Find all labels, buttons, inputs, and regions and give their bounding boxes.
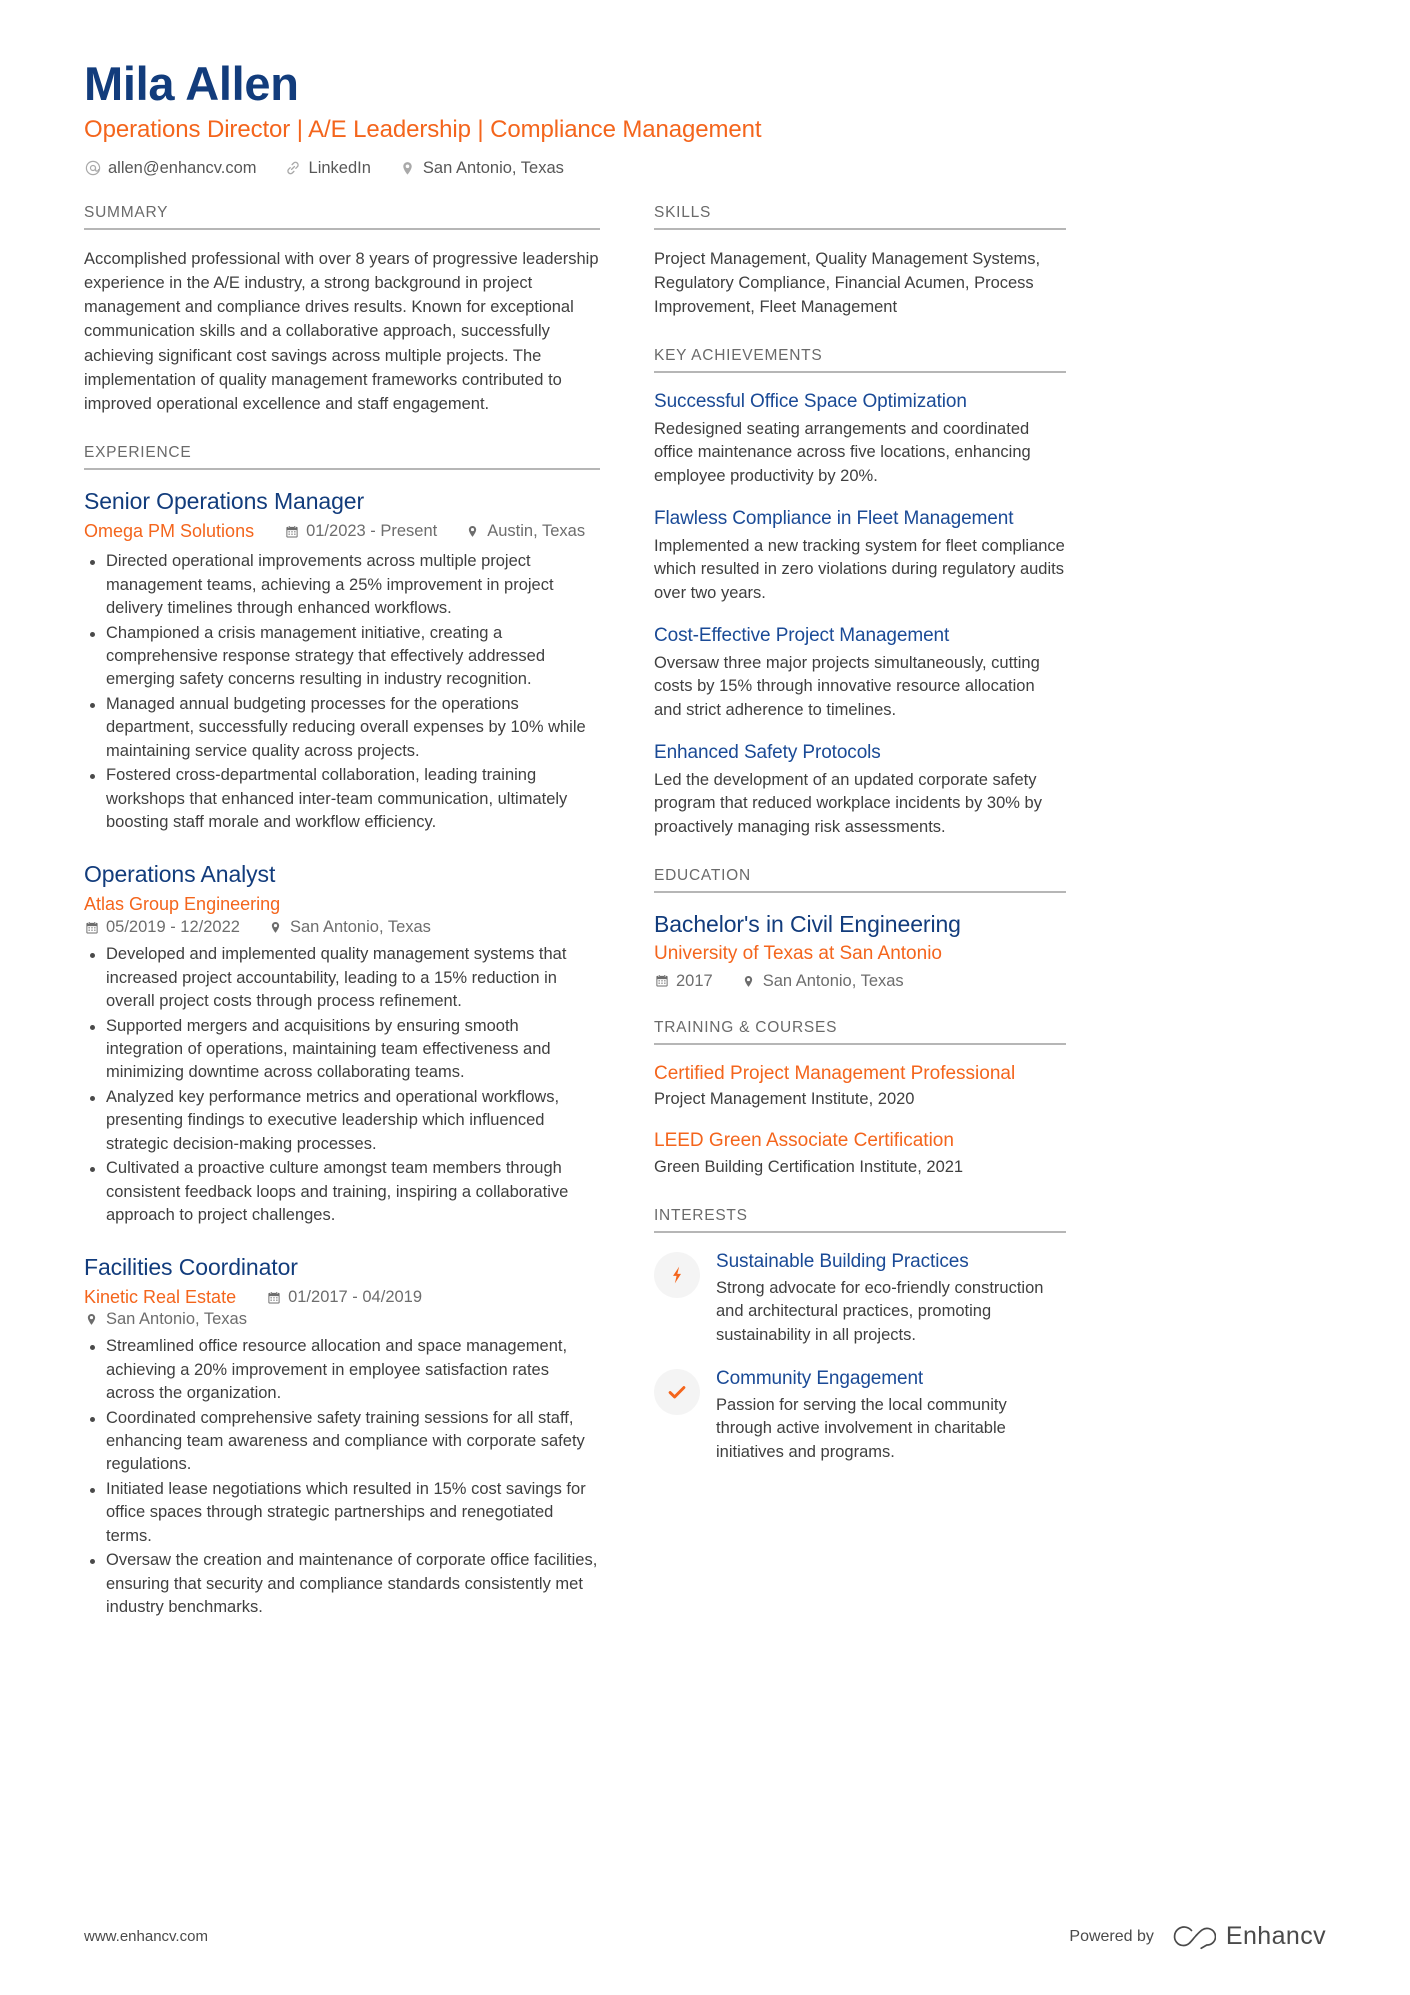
interest-item [654, 1367, 1066, 1464]
section-title-experience: EXPERIENCE [84, 444, 600, 470]
contact-location-label: San Antonio, Texas [422, 158, 564, 177]
job-bullet: Analyzed key performance metrics and operational workflows, presenting findings to executive leadership which influenced strategic decision-making processes. [84, 1086, 600, 1156]
job-location [268, 918, 431, 937]
enhancv-logo [1170, 1922, 1326, 1951]
course-name: LEED Green Associate Certification [654, 1130, 954, 1152]
job-bullets [84, 1335, 600, 1619]
job-bullet: Developed and implemented quality management systems that increased project accountability, leading to a 15% reduction in overall project costs through process refinement. [84, 943, 600, 1013]
check-mark-icon [654, 1369, 700, 1415]
achievement-item [654, 741, 1066, 839]
location-pin-icon [465, 524, 480, 539]
job-location-label: Austin, Texas [487, 522, 586, 541]
right-column [654, 204, 1066, 1492]
job-title: Operations Analyst [84, 861, 276, 888]
footer-branding [1069, 1922, 1326, 1951]
resume-columns [84, 204, 1326, 1648]
education-location [741, 972, 904, 991]
section-title-skills: SKILLS [654, 204, 1066, 230]
interest-title: Community Engagement [716, 1368, 924, 1390]
achievement-desc: Implemented a new tracking system for fleet compliance which resulted in zero violations during regulatory audits over two years. [654, 537, 1065, 602]
job-bullet: Supported mergers and acquisitions by ensuring smooth integration of operations, maintaining team effectiveness and minimizing downtime across collaborating teams. [84, 1015, 600, 1085]
education-entry [654, 910, 1066, 990]
job-bullet: Championed a crisis management initiative, creating a comprehensive response strategy that effectively addressed emerging safety concerns resulting in industry recognition. [84, 622, 600, 692]
section-title-summary: SUMMARY [84, 204, 600, 230]
interest-body [716, 1367, 1066, 1464]
achievement-title: Successful Office Space Optimization [654, 391, 967, 413]
job-company: Omega PM Solutions [84, 521, 255, 542]
job-bullets [84, 943, 600, 1227]
job-dates [284, 522, 437, 541]
candidate-name: Mila Allen [84, 57, 299, 110]
interest-desc: Strong advocate for eco-friendly construction and architectural practices, promoting sustainability in all projects. [716, 1278, 1044, 1344]
section-title-interests: INTERESTS [654, 1207, 1066, 1233]
job-meta-line [84, 918, 600, 937]
footer-website-url[interactable]: www.enhancv.com [84, 1928, 208, 1945]
section-experience [84, 444, 600, 1619]
job-dates-label: 01/2023 - Present [306, 522, 438, 541]
calendar-icon [266, 1290, 281, 1305]
contact-linkedin-label: LinkedIn [308, 158, 371, 177]
skills-text: Project Management, Quality Management Systems, Regulatory Compliance, Financial Acumen, Process Improvement, Fleet Management [654, 249, 1041, 317]
achievement-desc: Redesigned seating arrangements and coordinated office maintenance across five locations, enhancing employee productivity by 20%. [654, 420, 1031, 485]
at-icon [84, 160, 101, 177]
education-degree: Bachelor's in Civil Engineering [654, 911, 961, 938]
calendar-icon [84, 920, 99, 935]
section-key-achievements [654, 347, 1066, 839]
interest-title: Sustainable Building Practices [716, 1251, 969, 1273]
job-bullet: Cultivated a proactive culture amongst team members through consistent feedback loops and training, inspiring a collaborative approach to project challenges. [84, 1157, 600, 1227]
contact-row [84, 159, 1326, 178]
job-bullet: Streamlined office resource allocation and space management, achieving a 20% improvement in employee satisfaction rates across the organization. [84, 1335, 600, 1405]
section-title-achievements: KEY ACHIEVEMENTS [654, 347, 1066, 373]
job-location-label: San Antonio, Texas [289, 918, 431, 937]
section-title-training: TRAINING & COURSES [654, 1019, 1066, 1045]
job-dates-label: 05/2019 - 12/2022 [106, 918, 240, 937]
page-footer [84, 1922, 1326, 1951]
job-bullet: Fostered cross-departmental collaboration, leading training workshops that enhanced inter-team communication, ultimately boosting staff morale and workflow efficiency. [84, 764, 600, 834]
education-meta [654, 972, 1066, 991]
calendar-icon [284, 524, 299, 539]
job-company: Kinetic Real Estate [84, 1287, 237, 1308]
education-dates-label: 2017 [676, 971, 713, 990]
job-location-label: San Antonio, Texas [106, 1310, 247, 1329]
location-pin-icon [741, 974, 756, 989]
job-title: Facilities Coordinator [84, 1254, 298, 1281]
course-name: Certified Project Management Professional [654, 1062, 1016, 1084]
enhancv-wordmark: Enhancv [1225, 1922, 1326, 1950]
job-dates-label: 01/2017 - 04/2019 [288, 1288, 423, 1307]
section-training-courses [654, 1019, 1066, 1180]
section-education [654, 867, 1066, 990]
experience-entry [84, 860, 600, 1227]
location-pin-icon [84, 1312, 99, 1327]
contact-email-label: allen@enhancv.com [108, 158, 257, 177]
powered-by-label: Powered by [1069, 1927, 1154, 1945]
section-interests [654, 1207, 1066, 1464]
education-school: University of Texas at San Antonio [654, 942, 942, 964]
section-skills [654, 204, 1066, 320]
enhancv-mark-icon [1170, 1924, 1216, 1950]
calendar-icon [654, 974, 669, 989]
education-location-label: San Antonio, Texas [762, 971, 904, 990]
job-title: Senior Operations Manager [84, 488, 365, 515]
achievement-desc: Oversaw three major projects simultaneously, cutting costs by 15% through innovative resource allocation and strict adherence to timelines. [654, 653, 1040, 719]
achievement-title: Cost-Effective Project Management [654, 625, 950, 647]
job-dates [266, 1288, 422, 1307]
experience-entry [84, 487, 600, 834]
course-item [654, 1129, 1066, 1179]
interest-desc: Passion for serving the local community through active involvement in charitable initiatives and programs. [716, 1395, 1007, 1461]
job-meta [84, 519, 600, 544]
location-pin-icon [399, 160, 416, 177]
achievement-title: Flawless Compliance in Fleet Management [654, 508, 1014, 530]
lightning-bolt-icon [654, 1252, 700, 1298]
job-bullets [84, 550, 600, 834]
job-location [84, 1310, 247, 1329]
achievement-title: Enhanced Safety Protocols [654, 742, 881, 764]
left-column [84, 204, 600, 1648]
job-bullet: Directed operational improvements across multiple project management teams, achieving a 25% improvement in project delivery timelines through enhanced workflows. [84, 550, 600, 620]
achievement-desc: Led the development of an updated corporate safety program that reduced workplace incidents by 30% by proactively managing risk assessments. [654, 770, 1042, 836]
summary-text: Accomplished professional with over 8 years of progressive leadership experience in the A/E industry, a strong background in project management and compliance drives results. Known for exceptional communication skills and a collaborative approach, successfully achieving significant cost savings across multiple projects. The implementation of quality management frameworks contributed to improved operational excellence and staff engagement. [84, 249, 599, 414]
job-dates [84, 918, 240, 937]
resume-header [84, 58, 1326, 178]
achievement-item [654, 624, 1066, 722]
contact-linkedin[interactable] [285, 159, 371, 178]
job-location [465, 522, 585, 541]
job-bullet: Coordinated comprehensive safety training sessions for all staff, enhancing team awareness and compliance with corporate safety regulations. [84, 1407, 600, 1477]
contact-email[interactable] [84, 159, 257, 178]
section-title-education: EDUCATION [654, 867, 1066, 893]
contact-location [399, 159, 564, 178]
education-dates [654, 972, 713, 991]
experience-entry [84, 1253, 600, 1619]
job-bullet: Oversaw the creation and maintenance of corporate office facilities, ensuring that security and compliance standards consistently met industry benchmarks. [84, 1549, 600, 1619]
job-bullet: Managed annual budgeting processes for the operations department, successfully reducing overall expenses by 10% while maintaining service quality across projects. [84, 693, 600, 763]
achievement-item [654, 390, 1066, 488]
link-icon [285, 160, 302, 177]
job-bullet: Initiated lease negotiations which resulted in 15% cost savings for office spaces through strategic partnerships and renegotiated terms. [84, 1478, 600, 1548]
candidate-headline: Operations Director | A/E Leadership | Compliance Management [84, 115, 762, 143]
job-company: Atlas Group Engineering [84, 894, 281, 915]
course-org: Project Management Institute, 2020 [654, 1090, 915, 1109]
location-pin-icon [268, 920, 283, 935]
job-meta [84, 1285, 600, 1329]
course-org: Green Building Certification Institute, 2021 [654, 1158, 964, 1177]
achievement-item [654, 507, 1066, 605]
interest-body [716, 1250, 1066, 1347]
course-item [654, 1062, 1066, 1112]
job-meta [84, 892, 600, 937]
section-summary [84, 204, 600, 417]
interest-item [654, 1250, 1066, 1347]
